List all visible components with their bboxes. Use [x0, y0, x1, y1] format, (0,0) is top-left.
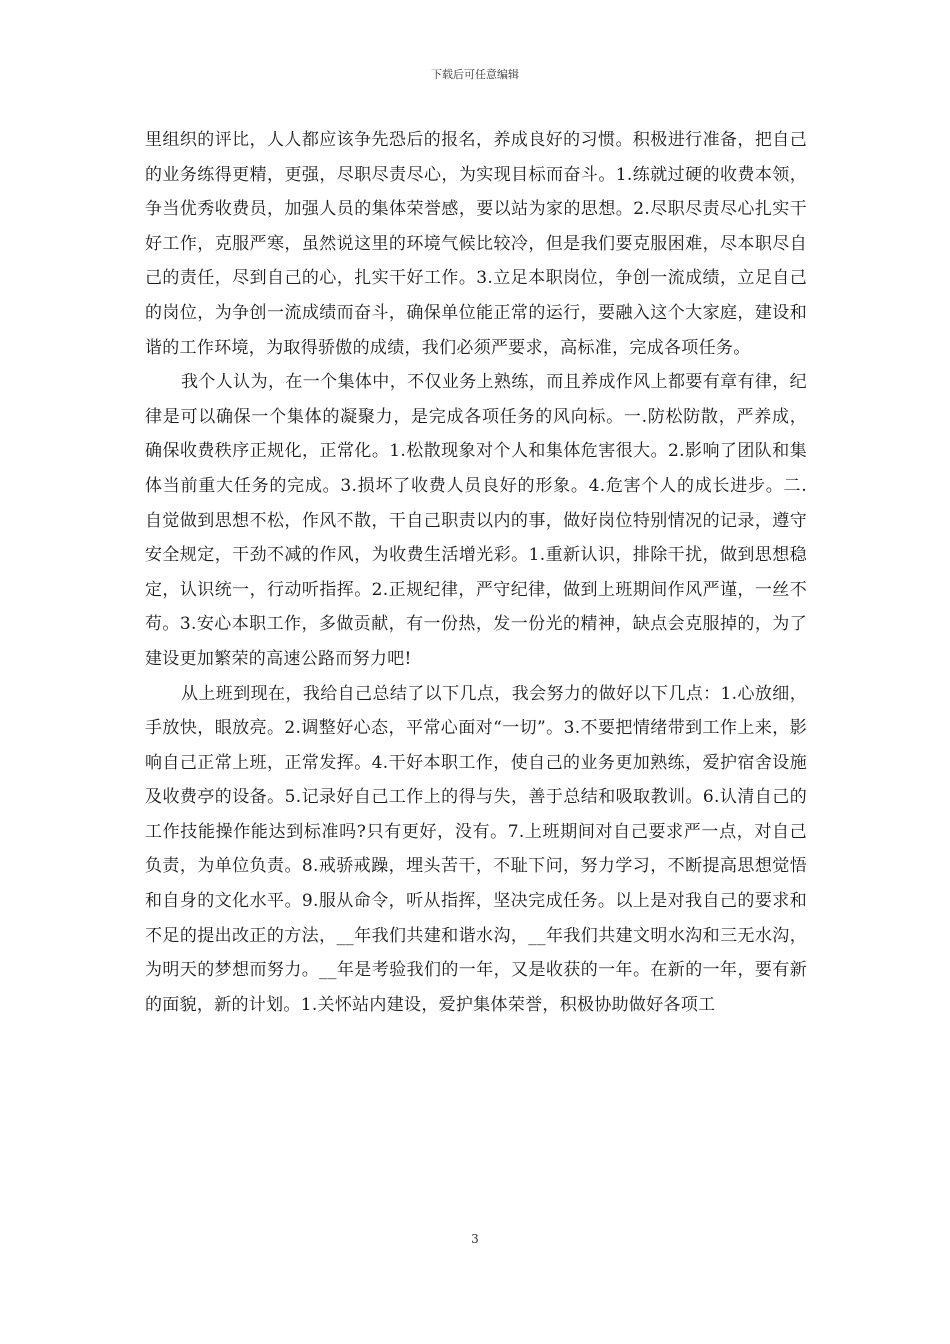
page-number: 3 [471, 1232, 479, 1246]
paragraph-3: 从上班到现在，我给自己总结了以下几点，我会努力的做好以下几点：1.心放细，手放快，眼放亮。2.调整好心态，平常心面对“一切”。3.不要把情绪带到工作上来，影响自己正常上班，正常发挥。4.干好本职工作，使自己的业务更加熟练，爱护宿舍设施及收费亭的设备。5.记录好自己工作上的得与失，善于总结和吸取教训。6.认清自己的工作技能操作能达到标准吗?只有更好，没有。7.上班期间对自己要求严一点，对自己负责，为单位负责。8.戒骄戒躁，埋头苦干，不耻下问，努力学习，不断提高思想觉悟和自身的文化水平。9.服从命令，听从指挥，坚决完成任务。以上是对我自己的要求和不足的提出改正的方法，__年我们共建和谐水沟，__年我们共建文明水沟和三无水沟，为明天的梦想而努力。__年是考验我们的一年，又是收获的一年。在新的一年，要有新的面貌，新的计划。1.关怀站内建设，爱护集体荣誉，积极协助做好各项工 [145, 683, 807, 1015]
paragraph-1: 里组织的评比，人人都应该争先恐后的报名，养成良好的习惯。积极进行准备，把自己的业务练得更精，更强，尽职尽责尽心，为实现目标而奋斗。1.练就过硬的收费本领，争当优秀收费员，加强人员的集体荣誉感，要以站为家的思想。2.尽职尽责尽心扎实干好工作，克服严寒，虽然说这里的环境气候比较冷，但是我们要克服困难，尽本职尽自己的责任，尽到自己的心，扎实干好工作。3.立足本职岗位，争创一流成绩，立足自己的岗位，为争创一流成绩而奋斗，确保单位能正常的运行，要融入这个大家庭，建设和谐的工作环境，为取得骄傲的成绩，我们必须严要求，高标准，完成各项任务。 [145, 130, 807, 358]
paragraph-2: 我个人认为，在一个集体中，不仅业务上熟练，而且养成作风上都要有章有律，纪律是可以确保一个集体的凝聚力，是完成各项任务的风向标。一.防松防散，严养成，确保收费秩序正规化，正常化。1.松散现象对个人和集体危害很大。2.影响了团队和集体当前重大任务的完成。3.损坏了收费人员良好的形象。4.危害个人的成长进步。二.自觉做到思想不松，作风不散，干自己职责以内的事，做好岗位特别情况的记录，遵守安全规定，干劲不减的作风，为收费生活增光彩。1.重新认识，排除干扰，做到思想稳定，认识统一，行动听指挥。2.正规纪律，严守纪律，做到上班期间作风严谨，一丝不苟。3.安心本职工作，多做贡献，有一份热，发一份光的精神，缺点会克服掉的，为了建设更加繁荣的高速公路而努力吧! [145, 372, 807, 669]
document-body [145, 123, 807, 1022]
page-header: 下载后可任意编辑 [431, 68, 519, 81]
